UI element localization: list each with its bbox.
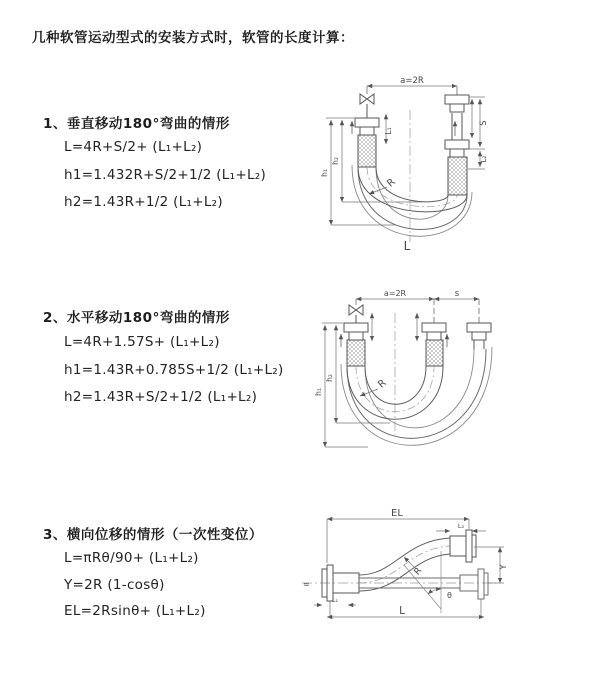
dim-label-h1: h₁ <box>314 388 323 396</box>
dim-label-h2: h₂ <box>331 157 340 165</box>
right-pipe-fitting <box>445 86 469 195</box>
valve-icon <box>360 94 374 104</box>
diagram-vertical-180-bend <box>310 70 590 260</box>
dim-label-l2: L₂ <box>480 155 488 163</box>
section-1-formula-h1: h1=1.432R+S/2+1/2 (L₁+L₂) <box>64 167 267 183</box>
section-3-formula-length: L=πRθ/90+ (L₁+L₂) <box>64 550 199 566</box>
section-3-heading: 3、横向位移的情形（一次性变位） <box>43 527 263 543</box>
dim-label-s: S <box>479 120 489 126</box>
section-2-formula-length: L=4R+1.57S+ (L₁+L₂) <box>64 334 220 350</box>
axis-break-mark: ≈ <box>303 580 310 589</box>
length-label: L <box>403 239 411 253</box>
diagram-horizontal-180-bend <box>310 285 590 465</box>
section-3-formula-y: Y=2R (1-cosθ) <box>64 577 165 593</box>
left-pipe-fitting <box>355 86 379 167</box>
braided-hose-section <box>347 340 365 366</box>
dim-label-shift: s <box>454 289 460 299</box>
dim-label-l2: L₂ <box>457 522 465 530</box>
left-pipe-fitting <box>344 299 368 366</box>
middle-pipe-fitting <box>422 299 446 366</box>
braided-hose-section <box>426 340 443 366</box>
dimension-lines <box>322 299 479 447</box>
dim-label-span: a=2R <box>383 289 407 298</box>
radius-leader <box>369 187 387 194</box>
braided-hose-section <box>358 135 376 167</box>
displaced-flange-fitting <box>450 530 476 562</box>
section-1-formula-h2: h2=1.43R+1/2 (L₁+L₂) <box>64 194 223 210</box>
radius-label: R <box>412 566 425 578</box>
dim-label-h2: h₂ <box>325 374 334 382</box>
page-title: 几种软管运动型式的安装方式时，软管的长度计算： <box>32 30 354 46</box>
dim-label-l1: L₁ <box>384 127 393 135</box>
section-2-formula-h2: h2=1.43R+S/2+1/2 (L₁+L₂) <box>64 389 258 405</box>
section-1-heading: 1、垂直移动180°弯曲的情形 <box>43 116 230 132</box>
valve-icon <box>349 305 363 315</box>
braided-hose-section <box>448 157 467 195</box>
section-2-heading: 2、水平移动180°弯曲的情形 <box>43 310 230 326</box>
dim-label-y: Y <box>499 564 509 570</box>
section-2-formula-h1: h1=1.43R+0.785S+1/2 (L₁+L₂) <box>64 362 284 378</box>
section-1-formula-length: L=4R+S/2+ (L₁+L₂) <box>64 139 203 155</box>
diagram-lateral-displacement <box>300 505 515 640</box>
length-label: L <box>399 605 405 617</box>
theta-label: θ <box>447 591 452 600</box>
dim-label-el: EL <box>391 508 403 519</box>
radius-label: R <box>385 176 398 190</box>
radius-label: R <box>376 377 389 391</box>
dim-label-h1: h₁ <box>320 169 329 177</box>
original-position-pipe <box>359 569 488 599</box>
dim-label-l1: L₁ <box>331 596 339 604</box>
dim-label-span: a=2R <box>400 76 424 86</box>
shifted-pipe-fitting <box>467 299 491 349</box>
section-3-formula-el: EL=2Rsinθ+ (L₁+L₂) <box>64 603 206 619</box>
angle-construction <box>404 551 441 613</box>
dimension-lines <box>314 519 504 617</box>
